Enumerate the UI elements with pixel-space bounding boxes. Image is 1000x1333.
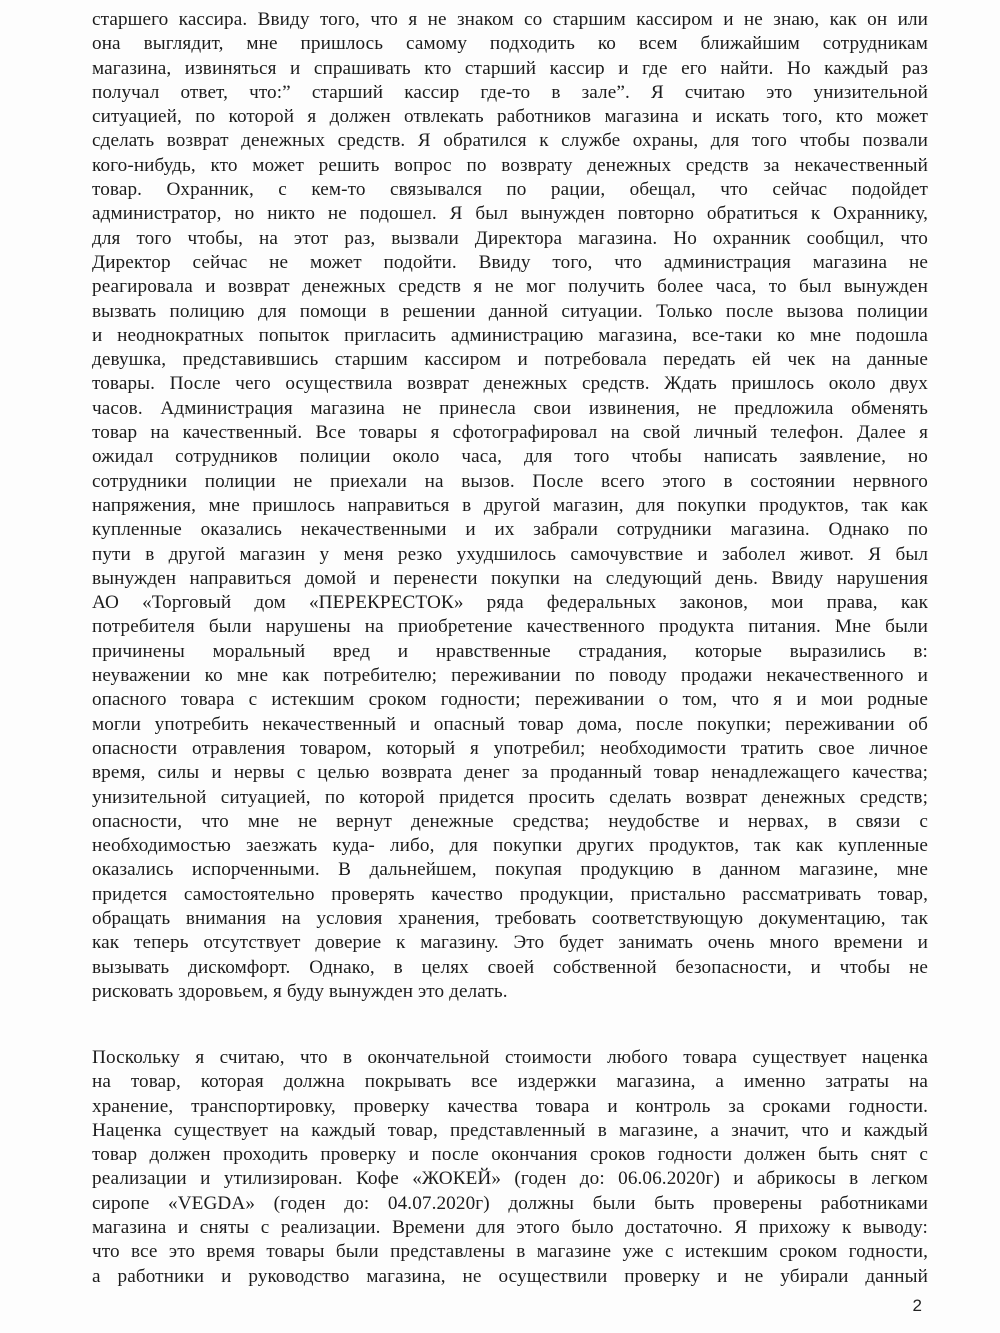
text-line: она выглядит, мне пришлось самому подходить ко всем ближайшим сотрудникам (92, 33, 928, 55)
text-line: товар. Охранник, с кем-то связывался по рации, обещал, что сейчас подойдет (92, 179, 928, 201)
text-line: сиропе «VEGDA» (годен до: 04.07.2020г) должны были быть проверены работниками (92, 1192, 928, 1214)
text-line: что все это время товары были представлены в магазине уже с истекшим сроком годности, (92, 1241, 928, 1263)
text-line: причинены моральный вред и нравственные страдания, которые выразились в: (92, 640, 928, 662)
text-line: время, силы и нервы с целью возврата денег за проданный товар ненадлежащего качества; (92, 762, 928, 784)
text-line: Наценка существует на каждый товар, представленный в магазине, а значит, что и каждый (92, 1119, 928, 1141)
text-line: товар должен проходить проверку и после окончания сроков годности должен быть снят с (92, 1144, 928, 1166)
text-line: Поскольку я считаю, что в окончательной стоимости любого товара существует наценка (92, 1047, 928, 1068)
text-line: девушка, представившись старшим кассиром и потребовала передать ей чек на данные (92, 349, 928, 371)
paragraph-complaint-narrative (92, 8, 928, 1004)
text-line: потребителя были нарушены на приобретение качественного продукта питания. Мне были (92, 616, 928, 638)
text-line: для того чтобы, на этот раз, вызвали Директора магазина. Но охранник сообщил, что (92, 227, 928, 249)
text-line: рисковать здоровьем, я буду вынужден это делать. (92, 980, 508, 1002)
text-line: старшего кассира. Ввиду того, что я не знаком со старшим кассиром и не знаю, как он или (92, 9, 928, 30)
text-line: часов. Администрация магазина не принесла свои извинения, не предложила обменять (92, 397, 928, 419)
text-line: товары. После чего осуществила возврат денежных средств. Ждать пришлось около двух (92, 373, 928, 395)
text-line: ситуацией, по которой я должен отвлекать работников магазина и искать того, кто может (92, 106, 928, 128)
text-line: унизительной ситуацией, по которой придется просить сделать возврат денежных средств; (92, 786, 928, 808)
text-line: и неоднократных попыток пригласить администрацию магазина, все-таки ко мне подошла (92, 324, 928, 346)
text-line: оказались испорченными. В дальнейшем, покупая продукцию в данном магазине, мне (92, 859, 928, 881)
text-line: товар на качественный. Все товары я сфотографировал на свой личный телефон. Далее я (92, 422, 928, 444)
text-line: могли употребить некачественный и опасный товар дома, после покупки; переживании об (92, 713, 928, 735)
text-line: необходимостью заезжать куда- либо, для покупки других продуктов, так как купленные (92, 835, 928, 857)
text-line: Директор сейчас не может подойти. Ввиду того, что администрация магазина не (92, 251, 928, 273)
text-line: хранение, транспортировку, проверку качества товара и контроль за сроками годности. (92, 1095, 928, 1117)
text-line: реагировала и возврат денежных средств я не мог получить более часа, то был вынужден (92, 276, 928, 298)
text-line: купленные оказались некачественными и их забрали сотрудники магазина. Однако по (92, 519, 928, 541)
text-line: обращать внимания на условия хранения, требовать соответствующую документацию, так (92, 907, 928, 929)
text-line: напряжения, мне пришлось направиться в другой магазин, для покупки продуктов, так как (92, 494, 928, 516)
text-line: реализации и утилизирован. Кофе «ЖОКЕЙ» (годен до: 06.06.2020г) и абрикосы в легком (92, 1168, 928, 1190)
text-line: на товар, которая должна покрывать все издержки магазина, а именно затраты на (92, 1071, 928, 1093)
text-line: ожидал сотрудников полиции около часа, для того чтобы написать заявление, но (92, 446, 928, 468)
text-line: вызывать дискомфорт. Однако, в целях своей собственной безопасности, и чтобы не (92, 956, 928, 978)
text-line: кого-нибудь, кто может решить вопрос по возврату денежных средств за некачественный (92, 154, 928, 176)
text-line: получал ответ, что:” старший кассир где-то в зале”. Я считаю это унизительной (92, 81, 928, 103)
text-line: опасности отравления товаром, который я употребил; необходимости тратить свое личное (92, 737, 928, 759)
text-line: придется самостоятельно проверять качество продукции, пристально рассматривать товар, (92, 883, 928, 905)
text-line: АО «Торговый дом «ПЕРЕКРЕСТОК» ряда федеральных законов, мои права, как (92, 592, 928, 614)
paragraph-markup-argument (92, 1046, 928, 1289)
text-line: администратор, но никто не подошел. Я был вынужден повторно обратиться к Охраннику, (92, 203, 928, 225)
text-line: неуважении ко мне как потребителю; переживании по поводу продажи некачественного и (92, 665, 928, 687)
text-line: сделать возврат денежных средств. Я обратился к службе охраны, для того чтобы позвали (92, 130, 928, 152)
text-line: пути в другой магазин у меня резко ухудшилось самочувствие и заболел живот. Я был (92, 543, 928, 565)
text-line: вынужден направиться домой и перенести покупки на следующий день. Ввиду нарушения (92, 567, 928, 589)
text-line: магазина и сняты с реализации. Времени для этого было достаточно. Я прихожу к выводу: (92, 1217, 928, 1239)
text-line: вызвать полицию для помощи в решении данной ситуации. Только после вызова полиции (92, 300, 928, 322)
page-number: 2 (912, 1296, 922, 1315)
text-line: магазина, извиняться и спрашивать кто старший кассир и где его найти. Но каждый раз (92, 57, 928, 79)
text-line: сотрудники полиции не приехали на вызов. После всего этого в состоянии нервного (92, 470, 928, 492)
text-line: как теперь отсутствует доверие к магазину. Это будет занимать очень много времени и (92, 932, 928, 954)
text-line: опасного товара с истекшим сроком годности; переживании о том, что я и мои родные (92, 689, 928, 711)
text-line: опасности, что мне не вернут денежные средства; неудобстве и нервах, в связи с (92, 810, 928, 832)
text-line: а работники и руководство магазина, не осуществили проверку и не убирали данный (92, 1265, 928, 1287)
